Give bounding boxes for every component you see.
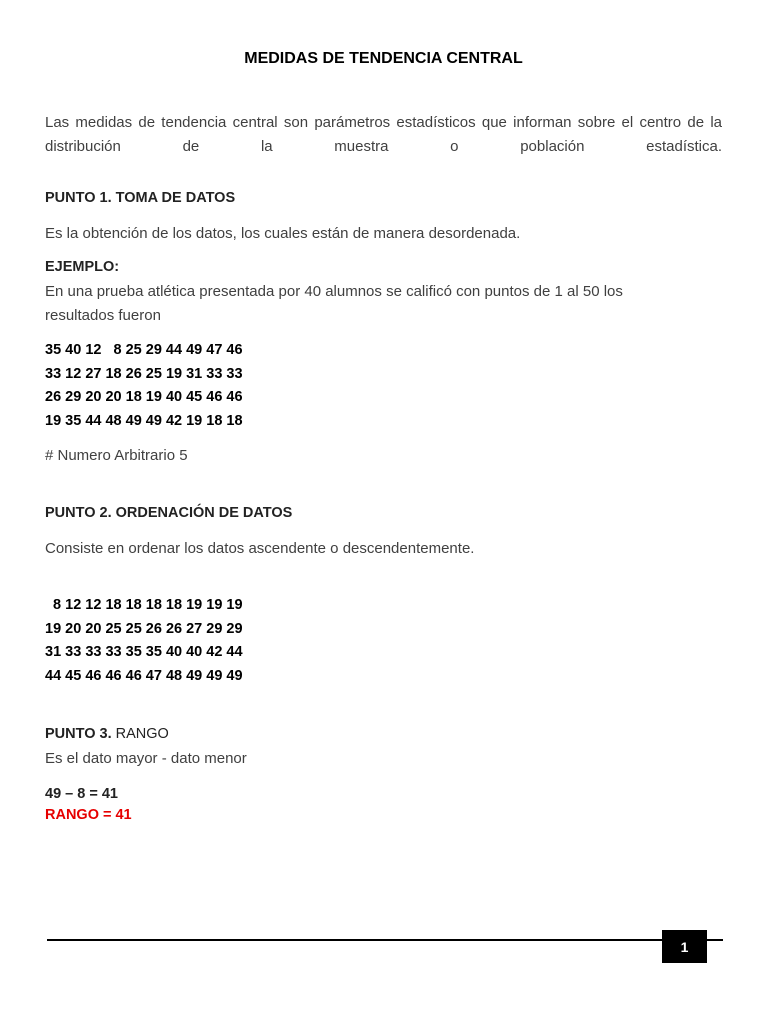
punto3-heading-word: RANGO xyxy=(115,726,169,742)
section-heading-punto1: PUNTO 1. TOMA DE DATOS xyxy=(45,190,236,206)
data-row: 31 33 33 33 35 35 40 40 42 44 xyxy=(45,644,243,660)
punto3-text: Es el dato mayor - dato menor xyxy=(45,750,247,767)
data-row: 19 35 44 48 49 49 42 19 18 18 xyxy=(45,412,243,429)
data-row: 35 40 12 8 25 29 44 49 47 46 xyxy=(45,342,243,358)
example-line-2: resultados fueron xyxy=(45,307,161,324)
example-line-1: En una prueba atlética presentada por 40 alumnos se calificó con puntos de 1 al 50 los xyxy=(45,283,623,300)
range-calculation: 49 – 8 = 41 xyxy=(45,786,118,802)
data-row: 44 45 46 46 46 47 48 49 49 49 xyxy=(45,667,243,684)
page-number-badge: 1 xyxy=(662,930,707,963)
punto3-heading-prefix: PUNTO 3. xyxy=(45,726,112,742)
section-heading-punto3 xyxy=(45,726,722,742)
page-title: MEDIDAS DE TENDENCIA CENTRAL xyxy=(244,50,523,67)
sorted-data-block xyxy=(45,594,722,688)
data-row: 33 12 27 18 26 25 19 31 33 33 xyxy=(45,365,243,382)
section-heading-punto2: PUNTO 2. ORDENACIÓN DE DATOS xyxy=(45,505,293,521)
footer-rule xyxy=(47,939,723,941)
punto2-text: Consiste en ordenar los datos ascendente o descendentemente. xyxy=(45,540,475,557)
range-result: RANGO = 41 xyxy=(45,807,132,823)
example-label: EJEMPLO: xyxy=(45,259,120,275)
data-row: 8 12 12 18 18 18 18 19 19 19 xyxy=(45,597,243,613)
data-row: 19 20 20 25 25 26 26 27 29 29 xyxy=(45,620,243,637)
intro-paragraph: Las medidas de tendencia central son parámetros estadísticos que informan sobre el centro de la distribución de la muestra o población estadística. xyxy=(45,114,722,155)
data-row: 26 29 20 20 18 19 40 45 46 46 xyxy=(45,389,243,405)
raw-data-block xyxy=(45,339,722,433)
arbitrary-number-note: # Numero Arbitrario 5 xyxy=(45,447,188,464)
punto1-text: Es la obtención de los datos, los cuales están de manera desordenada. xyxy=(45,225,521,242)
